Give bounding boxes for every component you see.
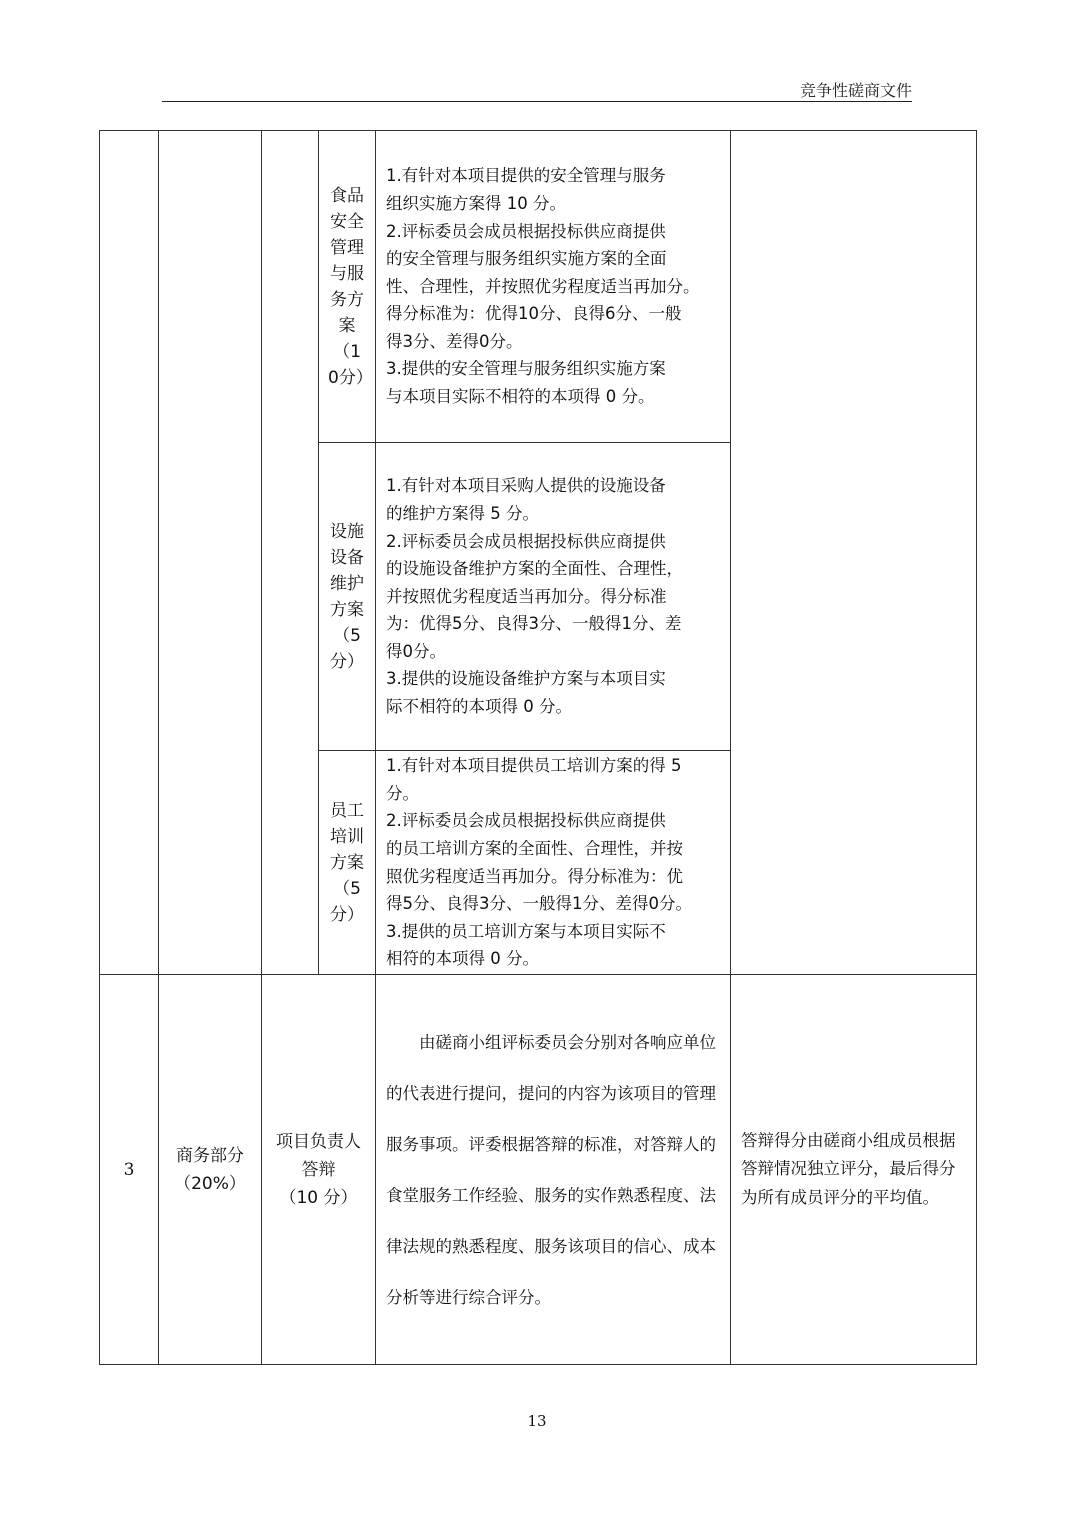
criteria-line: 2.评标委员会成员根据投标供应商提供	[386, 531, 666, 551]
subitem-label-equipment: 设施设备维护方案（5分）	[330, 521, 364, 672]
criteria-line: 得分标准为：优得10分、良得6分、一般	[386, 304, 682, 324]
item-cell-empty	[262, 131, 319, 975]
table-row-food-safety	[100, 131, 977, 443]
item-cell-defense	[262, 975, 376, 1365]
category-weight: （20%）	[174, 1173, 246, 1194]
remark-cell-empty	[731, 131, 977, 975]
criteria-line: 分。	[386, 783, 419, 803]
category-cell-empty	[159, 131, 262, 975]
scoring-table	[99, 130, 977, 1365]
criteria-line: 际不相符的本项得 0 分。	[386, 697, 572, 717]
category-business	[159, 1142, 261, 1198]
criteria-line: 得0分。	[386, 641, 446, 661]
category-name: 商务部分	[176, 1145, 244, 1166]
subitem-cell-food-safety	[319, 131, 376, 443]
criteria-line: 的维护方案得 5 分。	[386, 503, 539, 523]
criteria-cell-business	[376, 975, 731, 1365]
criteria-line: 2.评标委员会成员根据投标供应商提供	[386, 811, 666, 831]
item-defense	[262, 1128, 375, 1212]
subitem-cell-equipment	[319, 443, 376, 751]
item-name-line1: 项目负责人	[276, 1131, 361, 1152]
criteria-cell-equipment	[376, 443, 731, 751]
criteria-line: 得3分、差得0分。	[386, 331, 523, 351]
category-cell-business	[159, 975, 262, 1365]
number-cell-empty	[100, 131, 159, 975]
criteria-training	[376, 752, 730, 973]
criteria-cell-food-safety	[376, 131, 731, 443]
criteria-line: 性、合理性，并按照优劣程度适当再加分。	[386, 276, 700, 296]
criteria-line: 照优劣程度适当再加分。得分标准为：优	[386, 866, 683, 886]
criteria-line: 1.有针对本项目采购人提供的设施设备	[386, 476, 666, 496]
table-row-business	[100, 975, 977, 1365]
criteria-line: 2.评标委员会成员根据投标供应商提供	[386, 221, 666, 241]
page-number: 13	[527, 1412, 547, 1430]
item-score: （10 分）	[279, 1187, 358, 1208]
row-number: 3	[123, 1159, 135, 1180]
criteria-line: 1.有针对本项目提供员工培训方案的得 5	[386, 756, 682, 776]
criteria-line: 与本项目实际不相符的本项得 0 分。	[386, 387, 655, 407]
criteria-line: 为：优得5分、良得3分、一般得1分、差	[386, 614, 682, 634]
criteria-line: 3.提供的员工培训方案与本项目实际不	[386, 921, 666, 941]
criteria-line: 3.提供的设施设备维护方案与本项目实	[386, 669, 666, 689]
criteria-equipment	[376, 472, 730, 720]
criteria-line: 的设施设备维护方案的全面性、合理性，	[386, 559, 683, 579]
criteria-line: 组织实施方案得 10 分。	[386, 193, 566, 213]
criteria-line: 的安全管理与服务组织实施方案的全面	[386, 249, 667, 269]
criteria-line: 并按照优劣程度适当再加分。得分标准	[386, 586, 667, 606]
subitem-cell-training	[319, 751, 376, 975]
criteria-line: 得5分、良得3分、一般得1分、差得0分。	[386, 894, 692, 914]
subitem-label-training: 员工培训方案（5分）	[330, 800, 364, 925]
document-header-title: 竞争性磋商文件	[799, 81, 912, 100]
remark-business: 答辩得分由磋商小组成员根据答辩情况独立评分，最后得分为所有成员评分的平均值。	[741, 1130, 956, 1207]
criteria-line: 相符的本项得 0 分。	[386, 949, 539, 969]
criteria-line: 3.提供的安全管理与服务组织实施方案	[386, 359, 666, 379]
criteria-food-safety	[376, 162, 730, 410]
remark-cell-business	[731, 975, 977, 1365]
criteria-line: 的员工培训方案的全面性、合理性，并按	[386, 838, 683, 858]
subitem-label-food-safety: 食品安全管理与服务方案（10分）	[328, 185, 373, 388]
header-divider	[162, 101, 912, 102]
criteria-line: 1.有针对本项目提供的安全管理与服务	[386, 166, 666, 186]
criteria-cell-training	[376, 751, 731, 975]
criteria-business: 由磋商小组评标委员会分别对各响应单位的代表进行提问，提问的内容为该项目的管理服务事项。评委根据答辩的标准，对答辩人的食堂服务工作经验、服务的实作熟悉程度、法律法规的熟悉程度、服务该项目的信心、成本分析等进行综合评分。	[386, 1032, 716, 1307]
item-name-line2: 答辩	[301, 1159, 336, 1180]
row-number-cell	[100, 975, 159, 1365]
